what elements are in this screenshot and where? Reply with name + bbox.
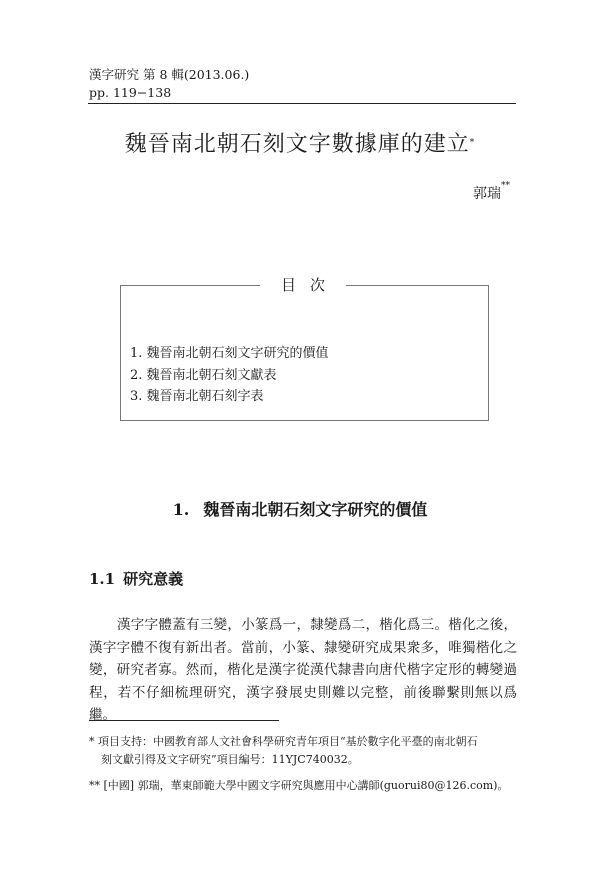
page-range: pp. 119−138 (89, 85, 172, 100)
body-paragraph: 漢字字體蓋有三變，小篆爲一，隸變爲二，楷化爲三。楷化之後，漢字字體不復有新出者。當前，小篆、隸變研究成果衆多，唯獨楷化之變，研究者寡。然而，楷化是漢字從漢代隸書向唐代楷字定形的轉變過程，若不仔細梳理研究，漢字發展史則難以完整，前後聯繫則無以爲繼。 (89, 617, 517, 724)
section-number: 1. (172, 500, 190, 519)
toc-heading: 目次 (260, 274, 346, 295)
subsection-heading (89, 568, 183, 589)
footnote-1-line1: * 項目支持：中國教育部人文社會科學研究青年項目“基於數字化平臺的南北朝石 (89, 735, 478, 748)
title-footnote-mark[interactable]: * (469, 138, 476, 148)
author (473, 183, 510, 203)
author-footnote-mark[interactable]: ** (501, 181, 510, 191)
subsection-number: 1.1 (89, 570, 116, 588)
article-title (0, 130, 600, 160)
title-text: 魏晉南北朝石刻文字數據庫的建立 (124, 132, 470, 157)
toc-item[interactable]: 2. 魏晉南北朝石刻文獻表 (130, 368, 277, 383)
footnote-2: ** [中國] 郭瑞，華東師範大學中國文字研究與應用中心講師(guorui80@126.com)。 (89, 779, 509, 792)
journal-line: 漢字研究 第 8 輯(2013.06.) (89, 67, 250, 82)
subsection-title: 研究意義 (123, 570, 184, 588)
footnote-1-line2: 刻文獻引得及文字研究”項目編号：11YJC740032。 (101, 752, 359, 766)
header-rule (88, 103, 516, 104)
footnote-1 (89, 733, 519, 768)
toc-item[interactable]: 3. 魏晉南北朝石刻字表 (130, 389, 264, 404)
footnote-rule (89, 720, 279, 721)
author-name: 郭瑞 (473, 186, 501, 202)
section-title: 魏晉南北朝石刻文字研究的價值 (203, 500, 428, 519)
toc-item[interactable]: 1. 魏晉南北朝石刻文字研究的價值 (130, 346, 329, 361)
section-heading (0, 497, 600, 520)
